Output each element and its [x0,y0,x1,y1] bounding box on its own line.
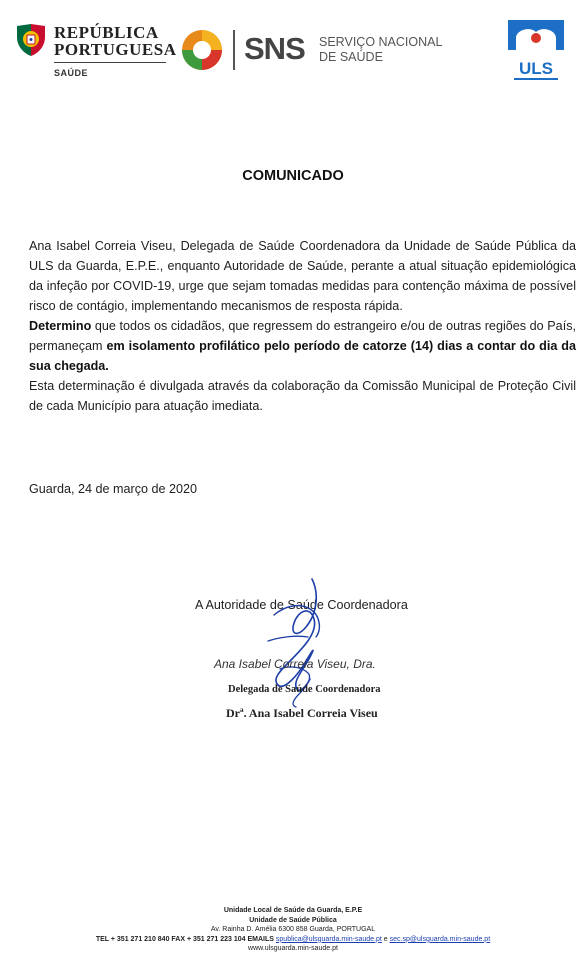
footer-institution: Unidade Local de Saúde da Guarda, E.P.E [223,907,363,914]
portuguese-republic-emblem-icon [14,22,48,58]
stamp-role: Delegada de Saúde Coordenadora [228,684,381,695]
sns-name-line-1: SERVIÇO NACIONAL [319,35,443,49]
letterhead [0,0,586,95]
republic-line-1: REPÚBLICA [54,23,159,42]
footer-email-separator: e [381,935,390,943]
footer-contacts [0,935,586,945]
footer-tel-fax: TEL + 351 271 210 840 FAX + 351 271 223 104 EMAILS [95,935,274,943]
sns-abbreviation: SNS [244,31,305,66]
republic-subtitle: SAÚDE [54,68,89,78]
signatory-name: Ana Isabel Correia Viseu, Dra. [214,657,376,671]
stamp-name: Drª. Ana Isabel Correia Viseu [226,706,378,720]
paragraph-2-bold-1: Determino [29,319,92,333]
sns-divider [233,30,235,70]
republic-line-2: PORTUGUESA [54,40,177,59]
document-footer [0,906,586,954]
sns-logo-icon [180,28,224,72]
uls-logo-text: ULS [519,59,553,78]
document-body [29,236,576,416]
paragraph-2 [29,316,576,376]
sns-full-name [319,35,442,65]
footer-email-link-2[interactable]: sec.sp@ulsguarda.min-saude.pt [389,935,491,943]
footer-website[interactable]: www.ulsguarda.min-saude.pt [248,945,338,953]
document-title: COMUNICADO [242,168,344,184]
footer-unit: Unidade de Saúde Pública [249,916,337,924]
paragraph-3: Esta determinação é divulgada através da colaboração da Comissão Municipal de Proteção Civil de cada Município para atuação imediata. [29,379,576,413]
republic-name [54,24,176,58]
authority-title: A Autoridade de Saúde Coordenadora [195,598,408,612]
paragraph-2-bold-2: em isolamento profilático pelo período de catorze (14) dias a contar do dia da sua chegada. [29,339,577,373]
footer-email-link-1[interactable]: spublica@ulsguarda.min-saude.pt [275,935,382,943]
uls-guarda-logo-icon [500,18,572,84]
footer-address: Av. Rainha D. Amélia 6300 858 Guarda, PORTUGAL [210,926,376,934]
sns-name-line-2: DE SAÚDE [319,50,383,64]
paragraph-2-text: que todos os cidadãos, que regressem do estrangeiro e/ou de outras regiões do País, permaneçam [29,319,576,353]
republic-divider [54,62,166,63]
document-date: Guarda, 24 de março de 2020 [29,482,198,496]
paragraph-1: Ana Isabel Correia Viseu, Delegada de Saúde Coordenadora da Unidade de Saúde Pública da ULS da Guarda, E.P.E., enquanto Autoridade de Saúde, perante a atual situação epidemiológica da infeção por COVID-19, urge que sejam tomadas medidas para contenção máxima de possível risco de contágio, implementando mecanismos de resposta rápida. [29,239,576,313]
